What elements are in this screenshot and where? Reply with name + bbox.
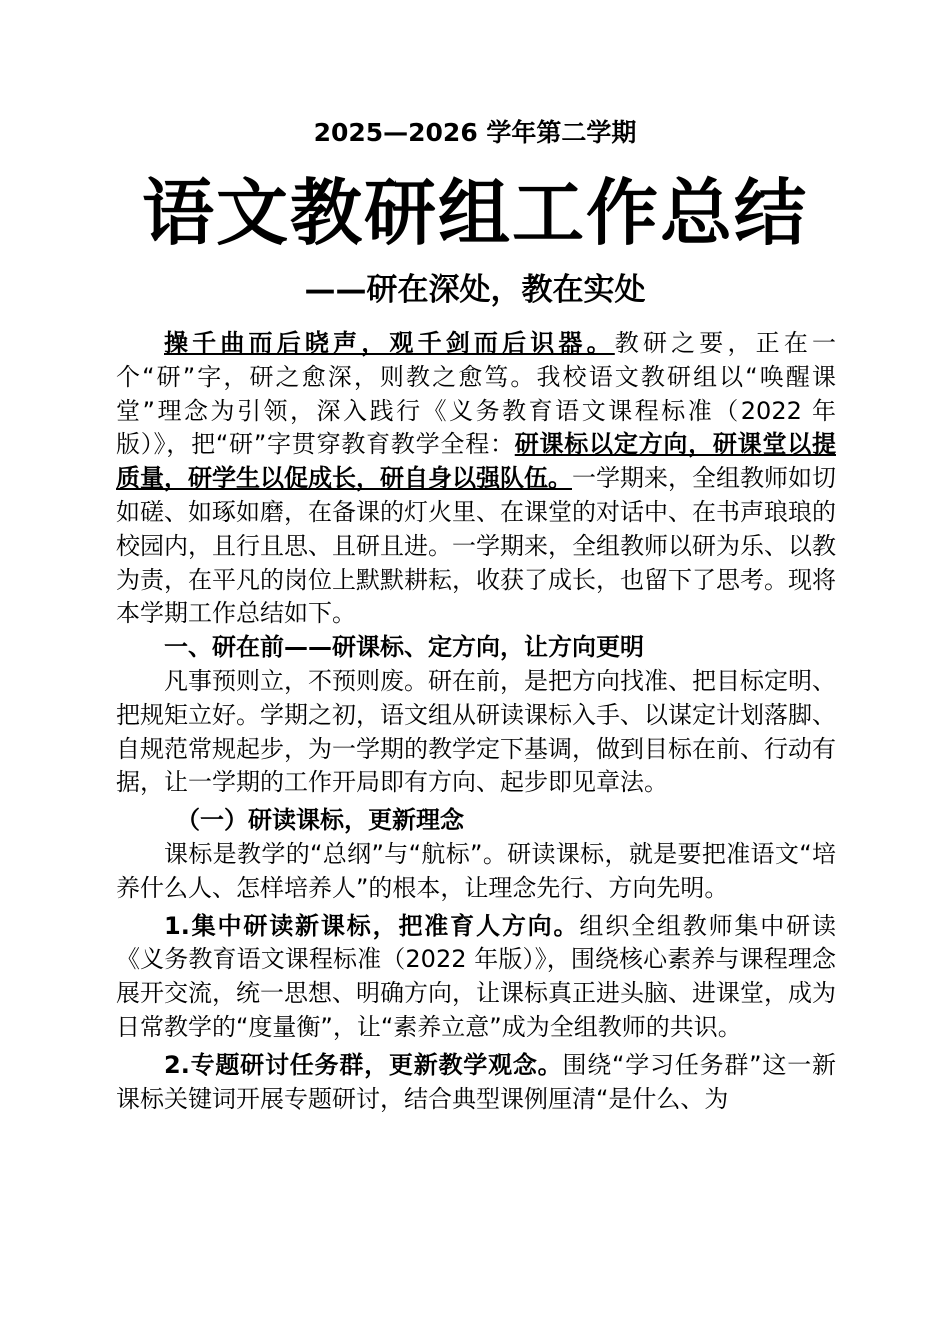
list-item-2-lead: 2.专题研讨任务群，更新教学观念。 [164, 1050, 563, 1079]
section-1-heading: 一、研在前——研课标、定方向，让方向更明 [164, 633, 644, 662]
intro-key-points: 研课标以定方向，研课堂以提质量，研学生以促成长，研自身以强队伍。 [116, 430, 836, 493]
intro-paragraph [116, 327, 836, 631]
intro-lead-bold: 操千曲而后晓声，观千剑而后识器。 [164, 329, 615, 357]
list-item-1-lead: 1.集中研读新课标，把准育人方向。 [164, 911, 580, 940]
document-title: 语文教研组工作总结 [141, 171, 808, 255]
list-item-2 [116, 1049, 836, 1117]
list-item-2-text: 围绕“学习任务群”这一新课标关键词开展专题研讨，结合典型课例厘清“是什么、为 [116, 1050, 836, 1113]
list-item-1 [116, 910, 836, 1045]
subsection-1-heading: （一）研读课标，更新理念 [176, 806, 464, 835]
section-1-paragraph: 凡事预则立，不预则废。研在前，是把方向找准、把目标定明、把规矩立好。学期之初，语文组从研读课标入手、以谋定计划落脚、自规范常规起步，为一学期的教学定下基调，做到目标在前、行动有据，让一学期的工作开局即有方向、起步即见章法。 [116, 666, 836, 797]
document-subtitle: ——研在深处，教在实处 [304, 272, 646, 308]
intro-text-part2: 一学期来，全组教师如切如磋、如琢如磨，在备课的灯火里、在课堂的对话中、在书声琅琅的校园内，且行且思、且研且进。一学期来，全组教师以研为乐、以教为责，在平凡的岗位上默默耕耘，收获了成长，也留下了思考。现将本学期工作总结如下。 [116, 464, 836, 628]
subsection-1-paragraph: 课标是教学的“总纲”与“航标”。研读课标，就是要把准语文“培养什么人、怎样培养人”的根本，让理念先行、方向先明。 [116, 839, 836, 902]
document-body [116, 327, 836, 1116]
semester-line: 2025—2026 学年第二学期 [313, 118, 637, 147]
intro-text-part1: 教研之要，正在一个“研”字，研之愈深，则教之愈笃。我校语文教研组以“唤醒课堂”理念为引领，深入践行《义务教育语文课程标准（2022 年版）》，把“研”字贯穿教育教学全程： [116, 329, 836, 459]
list-item-1-text: 组织全组教师集中研读《义务教育语文课程标准（2022 年版）》，围绕核心素养与课程理念展开交流，统一思想、明确方向，让课标真正进头脑、进课堂，成为日常教学的“度量衡”，让“素养立意”成为全组教师的共识。 [116, 911, 836, 1041]
